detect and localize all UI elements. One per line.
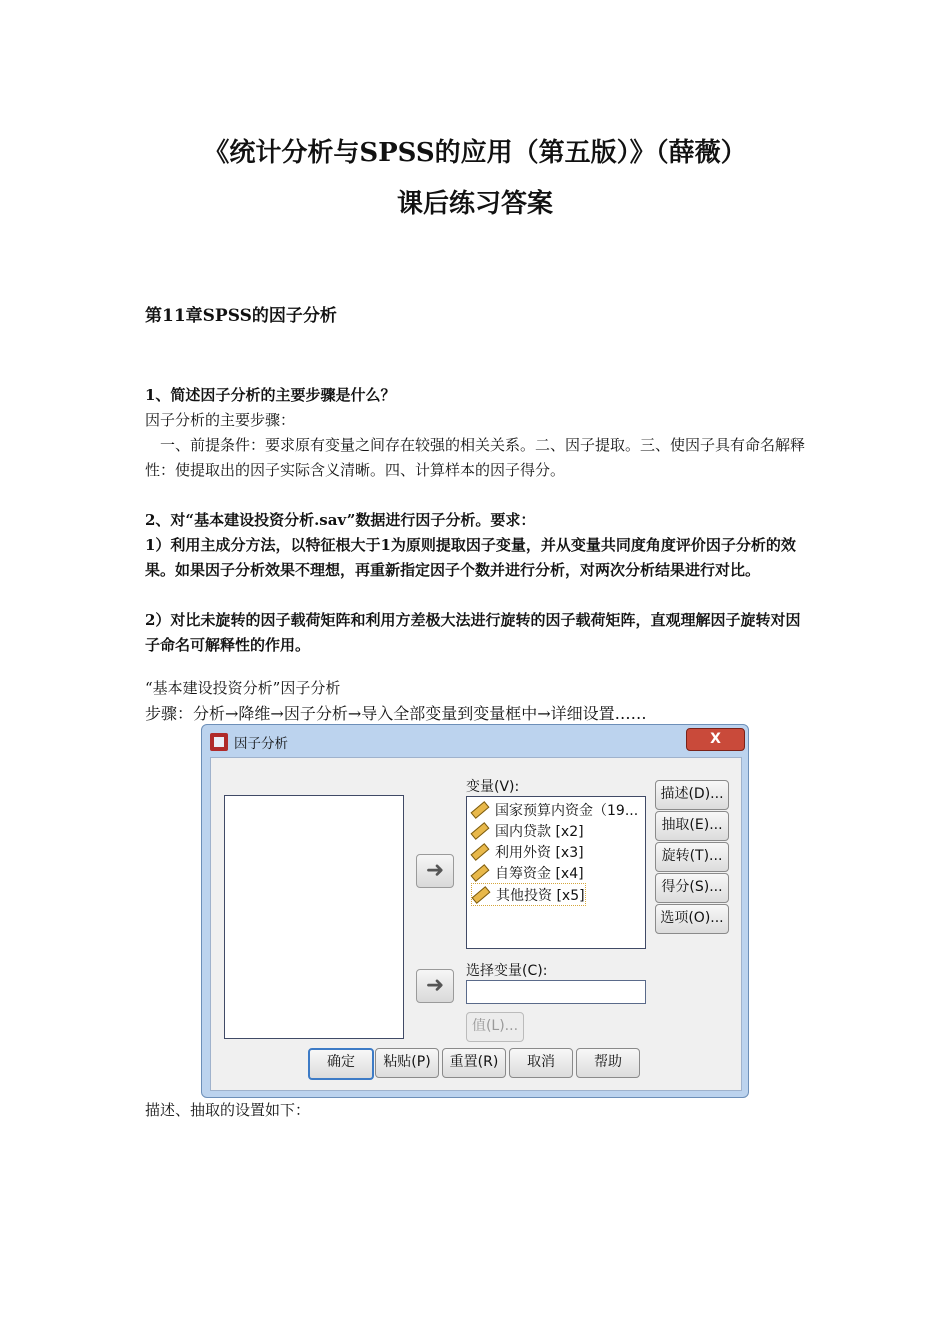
help-button[interactable]: 帮助: [576, 1048, 640, 1078]
footer-text: 描述、抽取的设置如下：: [145, 1101, 311, 1119]
ok-button[interactable]: 确定: [308, 1048, 374, 1080]
selection-variable-field[interactable]: [466, 980, 646, 1004]
descriptives-button[interactable]: 描述(D)...: [655, 780, 729, 810]
value-button[interactable]: 值(L)...: [466, 1012, 524, 1042]
list-item[interactable]: 国内贷款 [x2]: [471, 820, 584, 841]
dialog-titlebar: [210, 731, 288, 753]
spss-app-icon: [210, 733, 228, 751]
question-2-req-1: 1）利用主成分方法，以特征根大于1为原则提取因子变量，并从变量共同度角度评价因子分析的效果。如果因子分析效果不理想，再重新指定因子个数并进行分析，对两次分析结果进行对比。: [145, 536, 796, 579]
rotation-button[interactable]: 旋转(T)...: [655, 842, 729, 872]
source-variable-list[interactable]: [224, 795, 404, 1039]
list-item[interactable]: 利用外资 [x3]: [471, 841, 584, 862]
dialog-title: 因子分析: [234, 736, 288, 752]
question-2: 2、对“基本建设投资分析.sav”数据进行因子分析。要求：: [145, 511, 536, 529]
steps-intro: “基本建设投资分析”因子分析: [145, 679, 341, 697]
arrow-right-icon: ➜: [425, 973, 445, 998]
document-subtitle: 课后练习答案: [396, 189, 553, 219]
question-1: 1、简述因子分析的主要步骤是什么？: [145, 386, 396, 404]
move-to-selection-button[interactable]: [416, 969, 454, 1003]
cancel-button[interactable]: 取消: [509, 1048, 573, 1078]
chapter-heading: 第11章SPSS的因子分析: [145, 306, 337, 326]
variables-list[interactable]: [466, 796, 646, 949]
scale-variable-icon: [471, 864, 490, 882]
move-to-variables-button[interactable]: [416, 854, 454, 888]
close-button[interactable]: X: [686, 728, 745, 751]
options-button[interactable]: 选项(O)...: [655, 904, 729, 934]
scale-variable-icon: [471, 843, 490, 861]
scale-variable-icon: [471, 801, 490, 819]
reset-button[interactable]: 重置(R): [442, 1048, 506, 1078]
selection-variable-label: 选择变量(C):: [466, 963, 548, 979]
factor-analysis-dialog: [201, 724, 749, 1098]
scores-button[interactable]: 得分(S)...: [655, 873, 729, 903]
dialog-body: [210, 757, 742, 1091]
variables-label: 变量(V):: [466, 779, 520, 795]
answer-1-body: 一、前提条件：要求原有变量之间存在较强的相关关系。二、因子提取。三、使因子具有命名解释性：使提取出的因子实际含义清晰。四、计算样本的因子得分。: [145, 436, 806, 479]
list-item[interactable]: 其他投资 [x5]: [471, 883, 586, 906]
steps-text: 步骤：分析→降维→因子分析→导入全部变量到变量框中→详细设置……: [145, 704, 647, 723]
list-item[interactable]: 国家预算内资金（19...: [471, 799, 638, 820]
arrow-right-icon: ➜: [425, 858, 445, 883]
question-2-req-2: 2）对比未旋转的因子载荷矩阵和利用方差极大法进行旋转的因子载荷矩阵，直观理解因子旋转对因子命名可解释性的作用。: [145, 611, 801, 654]
document-title: 《统计分析与SPSS的应用（第五版）》（薛薇）: [203, 138, 747, 168]
scale-variable-icon: [471, 822, 490, 840]
extraction-button[interactable]: 抽取(E)...: [655, 811, 729, 841]
list-item[interactable]: 自筹资金 [x4]: [471, 862, 584, 883]
paste-button[interactable]: 粘贴(P): [375, 1048, 439, 1078]
answer-1-intro: 因子分析的主要步骤：: [145, 411, 296, 429]
scale-variable-icon: [472, 886, 491, 904]
